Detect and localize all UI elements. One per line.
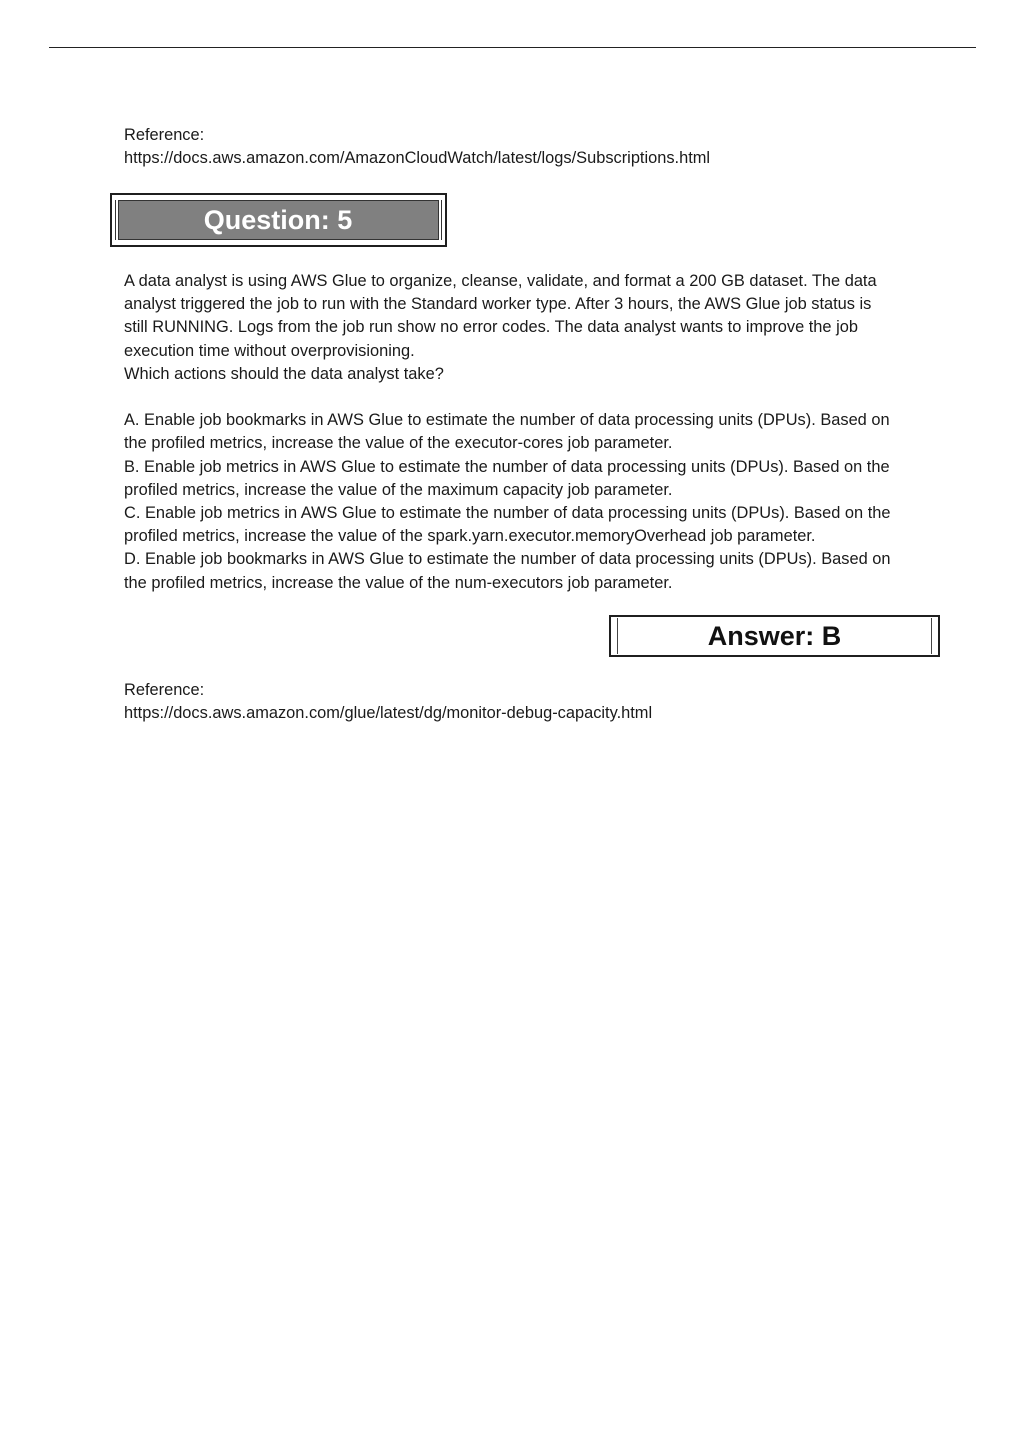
option-a-line-2: the profiled metrics, increase the value of the executor-cores job parameter. [124,434,673,453]
question-header-box [110,193,447,247]
reference-label: Reference: [124,126,205,144]
question-title: Question: 5 [203,204,353,235]
reference-block-bottom [124,679,944,725]
question-body [124,270,944,595]
reference-url: https://docs.aws.amazon.com/glue/latest/dg/monitor-debug-capacity.html [124,704,653,723]
option-b-line-1: B. Enable job metrics in AWS Glue to estimate the number of data processing units (DPUs). Based on the [124,457,890,476]
reference-block-top [124,124,944,170]
question-stem-line: analyst triggered the job to run with the Standard worker type. After 3 hours, the AWS Glue job status is [124,295,872,314]
answer-label: Answer: B [707,620,842,651]
option-d-line-1: D. Enable job bookmarks in AWS Glue to estimate the number of data processing units (DPUs). Based on [124,550,891,569]
option-b-line-2: profiled metrics, increase the value of the maximum capacity job parameter. [124,480,673,499]
question-prompt: Which actions should the data analyst take? [124,364,444,383]
question-stem-line: execution time without overprovisioning. [124,341,415,360]
option-d-line-2: the profiled metrics, increase the value of the num-executors job parameter. [124,573,673,592]
question-stem-line: A data analyst is using AWS Glue to organize, cleanse, validate, and format a 200 GB dataset. The data [124,272,877,290]
option-a-line-1: A. Enable job bookmarks in AWS Glue to estimate the number of data processing units (DPUs). Based on [124,411,890,430]
reference-label: Reference: [124,681,205,699]
header-rule [49,47,976,48]
question-stem-line: still RUNNING. Logs from the job run show no error codes. The data analyst wants to improve the job [124,318,858,337]
option-c-line-1: C. Enable job metrics in AWS Glue to estimate the number of data processing units (DPUs). Based on the [124,504,891,523]
option-c-line-2: profiled metrics, increase the value of the spark.yarn.executor.memoryOverhead job parameter. [124,527,816,546]
answer-box [609,615,940,657]
reference-url: https://docs.aws.amazon.com/AmazonCloudWatch/latest/logs/Subscriptions.html [124,149,711,168]
blank-line [124,386,944,409]
